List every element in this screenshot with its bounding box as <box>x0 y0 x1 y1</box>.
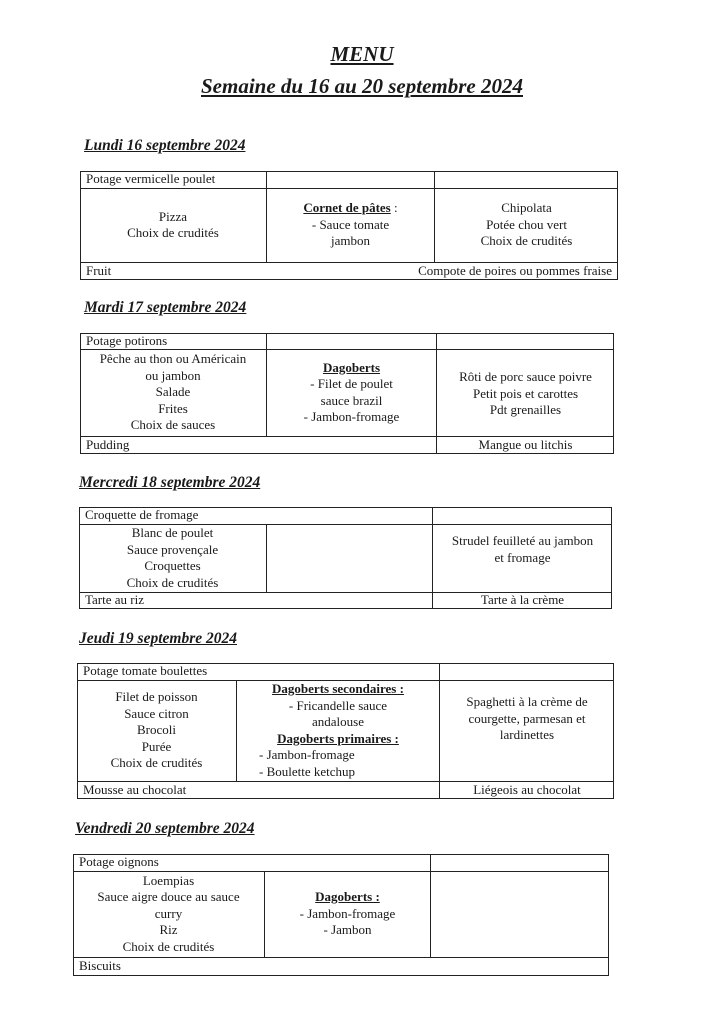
menu-title: MENU <box>330 42 394 66</box>
dessert-left-friday: Biscuits <box>79 958 121 974</box>
dish-line: courgette, parmesan et <box>468 710 586 726</box>
day-heading-friday: Vendredi 20 septembre 2024 <box>75 820 255 837</box>
dish-heading: Cornet de pâtes <box>303 200 391 215</box>
dish-line: Loempias <box>142 872 195 888</box>
dish-line: jambon <box>331 233 370 248</box>
dish-heading: Dagoberts <box>322 359 381 375</box>
dish-line: ou jambon <box>145 367 201 383</box>
dish-line: - Filet de poulet <box>310 376 393 391</box>
main-1-wednesday <box>79 524 266 592</box>
day-heading-tuesday: Mardi 17 septembre 2024 <box>84 299 247 316</box>
dessert-right-tuesday: Mangue ou litchis <box>478 436 573 452</box>
soup-wednesday: Croquette de fromage <box>85 507 199 523</box>
main-3-tuesday <box>437 349 614 436</box>
dessert-right-wednesday: Tarte à la crème <box>480 592 565 608</box>
soup-tuesday: Potage potirons <box>86 332 168 348</box>
dish-line: Riz <box>159 922 178 938</box>
dish-line: lardinettes <box>499 727 555 742</box>
dish-line: - Boulette ketchup <box>259 763 356 779</box>
dessert-left-wednesday: Tarte au riz <box>85 592 144 608</box>
dish-line: - Jambon-fromage <box>259 747 355 762</box>
dish-line: Croquettes <box>144 558 201 573</box>
dish-line: - Sauce tomate <box>311 216 390 232</box>
soup-friday: Potage oignons <box>79 854 159 870</box>
dish-line: et fromage <box>494 549 551 565</box>
dish-line: Spaghetti à la crème de <box>466 694 588 709</box>
main-1-friday <box>73 871 264 957</box>
week-subtitle: Semaine du 16 au 20 septembre 2024 <box>200 74 523 98</box>
dish-line: Filet de poisson <box>115 689 198 705</box>
day-heading-wednesday: Mercredi 18 septembre 2024 <box>79 474 261 491</box>
main-3-monday <box>435 188 618 262</box>
dish-line: - Jambon <box>323 922 372 938</box>
dessert-left-thursday: Mousse au chocolat <box>83 781 187 797</box>
dish-line: andalouse <box>312 714 364 729</box>
dish-heading: Dagoberts : <box>315 889 380 905</box>
dish-line: Pêche au thon ou Américain <box>99 351 247 367</box>
dish-line: Rôti de porc sauce poivre <box>459 369 592 384</box>
day-heading-thursday: Jeudi 19 septembre 2024 <box>79 630 237 647</box>
main-2-friday <box>265 871 430 957</box>
main-1-thursday <box>77 680 236 781</box>
dessert-left-tuesday: Pudding <box>86 436 130 452</box>
dish-line: Strudel feuilleté au jambon <box>451 533 594 548</box>
dish-line: Pdt grenailles <box>489 402 562 417</box>
main-2-thursday <box>237 680 439 781</box>
dish-line: - Fricandelle sauce <box>288 697 388 713</box>
soup-monday: Potage vermicelle poulet <box>86 171 216 187</box>
dessert-right-thursday: Liégeois au chocolat <box>473 781 581 797</box>
dish-line: Salade <box>155 384 191 400</box>
dish-line: Choix de crudités <box>480 233 573 249</box>
main-1-tuesday <box>80 349 266 436</box>
main-1-monday <box>80 188 266 262</box>
dish-line: Frites <box>158 400 188 416</box>
dish-heading: Dagoberts primaires : <box>277 730 399 746</box>
dish-line: Brocoli <box>137 722 176 738</box>
dish-heading-suffix: : <box>390 200 398 215</box>
dish-line: Sauce aigre douce au sauce <box>97 889 240 905</box>
dish-line: Choix de crudités <box>127 225 219 240</box>
main-2-monday <box>267 188 434 262</box>
dish-line: Choix de crudités <box>110 755 203 771</box>
dish-heading: Dagoberts secondaires : <box>272 681 404 696</box>
main-3-wednesday <box>433 524 612 592</box>
dish-line: Chipolata <box>501 200 552 216</box>
dish-line: Sauce citron <box>124 705 189 721</box>
dish-line: Petit pois et carottes <box>472 385 579 401</box>
dish-line: Blanc de poulet <box>131 525 214 540</box>
dessert-right-monday: Compote de poires ou pommes fraise <box>418 262 612 278</box>
day-heading-monday: Lundi 16 septembre 2024 <box>84 137 246 154</box>
dish-line: - Jambon-fromage <box>299 905 396 921</box>
main-3-thursday <box>440 680 614 781</box>
soup-thursday: Potage tomate boulettes <box>83 663 208 679</box>
dessert-left-monday: Fruit <box>86 262 112 278</box>
dish-line: Potée chou vert <box>486 216 567 232</box>
dish-line: Choix de crudités <box>126 574 219 590</box>
dish-line: sauce brazil <box>320 392 383 408</box>
dish-line: Choix de sauces <box>130 417 216 433</box>
dish-line: Sauce provençale <box>126 541 219 557</box>
dish-line: curry <box>154 905 183 921</box>
dish-line: - Jambon-fromage <box>303 409 400 424</box>
main-2-tuesday <box>267 349 436 436</box>
dish-line: Pizza <box>158 208 188 224</box>
dish-line: Purée <box>141 738 172 754</box>
dish-line: Choix de crudités <box>122 938 215 954</box>
